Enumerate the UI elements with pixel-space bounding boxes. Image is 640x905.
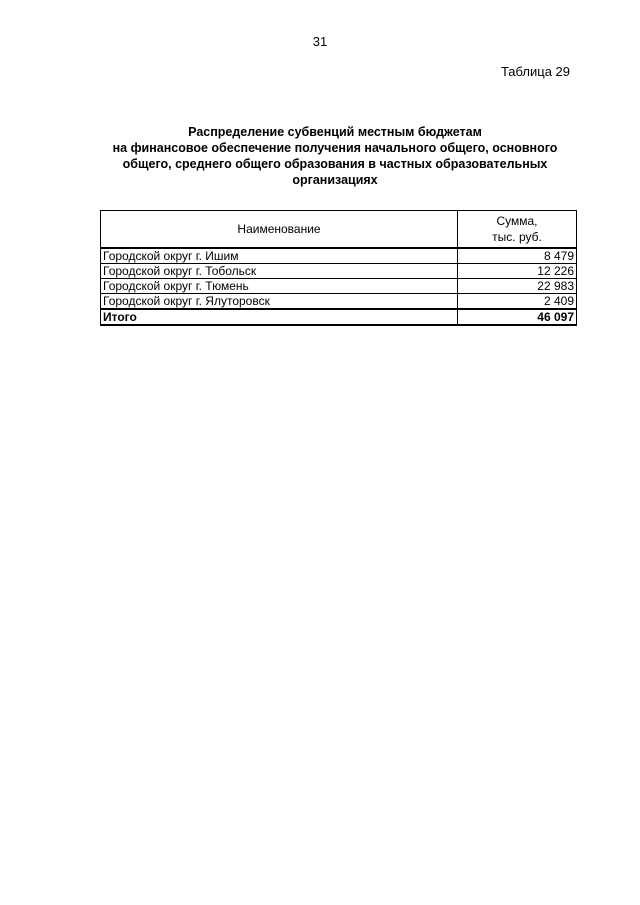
total-name: Итого <box>101 309 458 325</box>
title-line: организациях <box>292 173 378 187</box>
row-name: Городской округ г. Ишим <box>101 248 458 264</box>
table-row <box>101 264 577 279</box>
table-header-row <box>101 211 577 249</box>
page-number: 31 <box>312 34 328 49</box>
table-row <box>101 279 577 294</box>
row-sum: 22 983 <box>458 279 577 294</box>
total-row <box>101 309 577 325</box>
row-sum: 2 409 <box>458 294 577 310</box>
header-sum <box>458 211 577 249</box>
table-label: Таблица 29 <box>500 64 570 79</box>
row-name: Городской округ г. Тобольск <box>101 264 458 279</box>
row-sum: 8 479 <box>458 248 577 264</box>
table-row <box>101 294 577 310</box>
row-name: Городской округ г. Тюмень <box>101 279 458 294</box>
header-sum-unit: тыс. руб. <box>492 230 542 244</box>
header-name: Наименование <box>101 211 458 249</box>
title-line: Распределение субвенций местным бюджетам <box>188 125 482 139</box>
row-name: Городской округ г. Ялуторовск <box>101 294 458 310</box>
document-title <box>90 124 580 188</box>
row-sum: 12 226 <box>458 264 577 279</box>
header-sum-line: Сумма, <box>496 214 538 228</box>
subventions-table <box>100 210 577 326</box>
title-line: общего, среднего общего образования в частных образовательных <box>122 157 548 171</box>
table-row <box>101 248 577 264</box>
title-line: на финансовое обеспечение получения начального общего, основного <box>112 141 558 155</box>
total-sum: 46 097 <box>458 309 577 325</box>
